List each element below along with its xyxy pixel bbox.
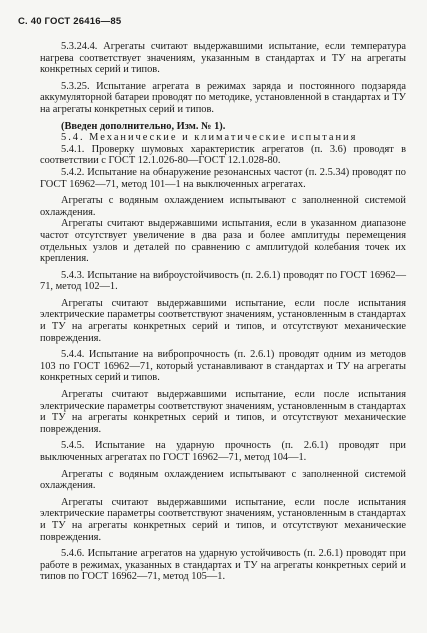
paragraph-5-4-1: 5.4.1. Проверку шумовых характеристик агрегатов (п. 3.6) проводят в соответствии с ГОСТ 12.1.026-80—ГОСТ 12.1.028-80. — [40, 143, 406, 167]
paragraph-water-cooling-1: Агрегаты с водяным охлаждением испытывают с заполненной системой охлаждения. — [40, 195, 406, 218]
section-heading-5-4: 5.4. Механические и климатические испытания — [61, 132, 358, 144]
page-header: С. 40 ГОСТ 26416—85 — [18, 16, 122, 27]
paragraph-5-3-24-4: 5.3.24.4. Агрегаты считают выдержавшими испытание, если температура нагрева соответствует значениям, указанным в стандартах и ТУ на агрегаты конкретных серий и типов. — [40, 41, 406, 76]
amendment-note: (Введен дополнительно, Изм. № 1). — [61, 120, 226, 132]
document-body — [40, 41, 406, 583]
paragraph-5-4-5: 5.4.5. Испытание на ударную прочность (п. 2.6.1) проводят при выключенных агрегатах по ГОСТ 16962—71, метод 104—1. — [40, 440, 406, 463]
paragraph-5-3-25: 5.3.25. Испытание агрегата в режимах заряда и постоянного подзаряда аккумуляторной батареи проводят по методике, установленной в стандартах и ТУ на агрегаты конкретных серий и типов. — [40, 80, 406, 115]
paragraph-water-cooling-2: Агрегаты с водяным охлаждением испытывают с заполненной системой охлаждения. — [40, 468, 406, 492]
paragraph-5-4-2: 5.4.2. Испытание на обнаружение резонансных частот (п. 2.5.34) проводят по ГОСТ 16962—71, метод 101—1 на выключенных агрегатах. — [40, 166, 406, 190]
paragraph-criteria-5-4-4: Агрегаты считают выдержавшими испытание, если после испытания электрические параметры соответствуют значениям, установленным в стандартах и ТУ на агрегаты конкретных серий и типов, и отсутствуют механические повреждения. — [40, 389, 406, 435]
paragraph-5-4-4: 5.4.4. Испытание на вибропрочность (п. 2.6.1) проводят одним из методов 103 по ГОСТ 16962—71, который устанавливают в стандартах и ТУ на агрегаты конкретных серий и типов. — [40, 349, 406, 384]
paragraph-criteria-5-4-5: Агрегаты считают выдержавшими испытание, если после испытания электрические параметры соответствуют значениям, установленным в стандартах и ТУ на агрегаты конкретных серий и типов, и отсутствуют механические повреждения. — [40, 496, 406, 543]
paragraph-5-4-3: 5.4.3. Испытание на виброустойчивость (п. 2.6.1) проводят по ГОСТ 16962—71, метод 102—1. — [40, 269, 406, 293]
paragraph-5-4-6: 5.4.6. Испытание агрегатов на ударную устойчивость (п. 2.6.1) проводят при работе в режимах, указанных в стандартах и ТУ на агрегаты конкретных серий и типов по ГОСТ 16962—71, метод 105—1. — [40, 548, 406, 583]
paragraph-criteria-5-4-3: Агрегаты считают выдержавшими испытание, если после испытания электрические параметры соответствуют значениям, установленным в стандартах и ТУ на агрегаты конкретных серий и типов, и отсутствуют механические повреждения. — [40, 297, 406, 344]
paragraph-resonance-criteria: Агрегаты считают выдержавшими испытания, если в указанном диапазоне частот отсутствует увеличение в два раза и более амплитуды перемещения отдельных узлов и деталей по сравнению с амплитудой колебания точек их крепления. — [40, 218, 406, 265]
